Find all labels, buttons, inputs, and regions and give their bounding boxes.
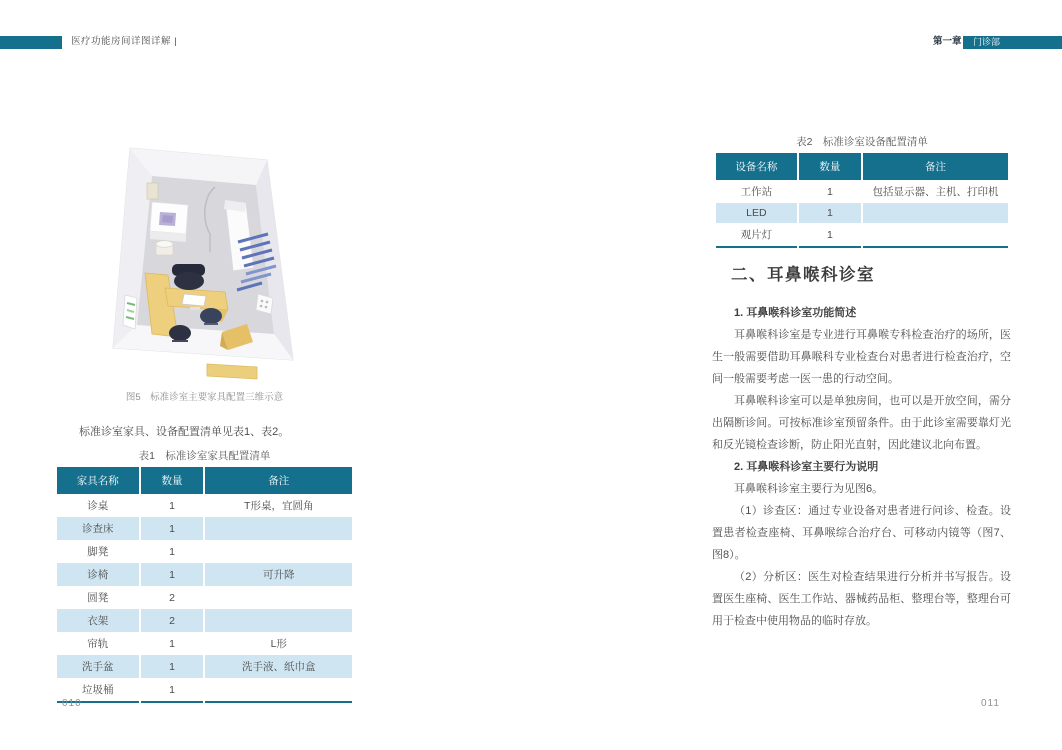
outside-cabinet: [207, 364, 257, 379]
table-cell: 1: [798, 223, 862, 247]
wall-dispenser: [147, 183, 158, 199]
table-cell: 1: [140, 494, 205, 517]
table-cell: 垃圾桶: [82, 684, 114, 696]
table-row: [57, 494, 352, 517]
table-cell: 1: [140, 632, 205, 655]
table-row: [57, 540, 352, 563]
table-row: [57, 563, 352, 586]
table1-furniture-list: [57, 467, 352, 703]
room-3d-illustration: [110, 142, 300, 380]
table-cell: [862, 203, 1008, 223]
wall-outlet-panel: [256, 294, 273, 314]
table-header-cell: 备注: [862, 153, 1008, 180]
table-cell: 帘轨: [87, 638, 109, 650]
page-number-right: 011: [981, 698, 1000, 709]
chapter-label: 第一章: [933, 36, 962, 47]
section-title: 二、耳鼻喉科诊室: [731, 266, 875, 284]
table1-header-row: [57, 467, 352, 494]
table-cell: LED: [746, 207, 767, 219]
table-cell: 观片灯: [740, 229, 773, 241]
table-row: [57, 586, 352, 609]
table-cell: 1: [140, 655, 205, 678]
table-cell: 洗手盆: [82, 661, 114, 673]
header-accent-bar-left: [0, 36, 62, 49]
table-header-cell: 数量: [140, 467, 205, 494]
table-header-cell: 备注: [204, 467, 352, 494]
table2-title: 表2 标准诊室设备配置清单: [796, 136, 928, 148]
table-cell: 工作站: [740, 186, 773, 198]
table2-equipment-list: [716, 153, 1008, 248]
section-body: [712, 302, 1011, 632]
doctor-chair: [172, 264, 205, 290]
table-row: [57, 678, 352, 702]
room-3d-svg: [110, 142, 300, 380]
table-header-cell: 家具名称: [57, 467, 140, 494]
chapter-section-tab: 门诊部: [963, 36, 1062, 49]
table-header-cell: 数量: [798, 153, 862, 180]
table-cell: L形: [204, 632, 352, 655]
table-cell: 诊桌: [87, 500, 109, 512]
trash-can: [156, 241, 173, 255]
intro-paragraph: 标准诊室家具、设备配置清单见表1、表2。: [79, 426, 290, 438]
table-cell: 洗手液、纸巾盒: [204, 655, 352, 678]
table-row: [716, 203, 1008, 223]
table-row: [716, 180, 1008, 203]
table-cell: 1: [140, 678, 205, 702]
table-cell: T形桌，宜圆角: [204, 494, 352, 517]
table-cell: 1: [140, 563, 205, 586]
patient-stool: [169, 325, 191, 341]
page-number-left: 010: [62, 698, 82, 709]
table-cell: 2: [140, 586, 205, 609]
table1-body: [57, 494, 352, 702]
table-cell: 1: [798, 203, 862, 223]
running-title: 医疗功能房间详图详解 |: [71, 36, 178, 47]
table-row: [57, 655, 352, 678]
table-row: [57, 632, 352, 655]
table-cell: [204, 586, 352, 609]
table2-body: [716, 180, 1008, 247]
table-cell: 诊椅: [87, 569, 109, 581]
table-cell: [204, 678, 352, 702]
table-cell: [862, 223, 1008, 247]
subsection1-title: 1. 耳鼻喉科诊室功能简述: [734, 307, 857, 319]
table2-header-row: [716, 153, 1008, 180]
table-cell: 包括显示器、主机、打印机: [862, 180, 1008, 203]
table-cell: [204, 517, 352, 540]
table-cell: 1: [798, 180, 862, 203]
table-header-cell: 设备名称: [716, 153, 798, 180]
table-cell: [204, 609, 352, 632]
figure-caption: 图5 标准诊室主要家具配置三维示意: [125, 392, 284, 403]
paragraph-2: 耳鼻喉科诊室可以是单独房间，也可以是开放空间，需分出隔断诊间。可按标准诊室预留条件。由于此诊室需要靠灯光和反光镜检查诊断，防止阳光直射，因此建议北向布置。: [712, 395, 1011, 451]
table-row: [57, 517, 352, 540]
table-cell: 圆凳: [87, 592, 109, 604]
paragraph-4: （1）诊查区：通过专业设备对患者进行问诊、检查。设置患者检查座椅、耳鼻喉综合治疗台、可移动内镜等（图7、图8）。: [712, 505, 1011, 561]
table-cell: 2: [140, 609, 205, 632]
table-cell: 1: [140, 517, 205, 540]
table-row: [57, 609, 352, 632]
subsection2-title: 2. 耳鼻喉科诊室主要行为说明: [734, 461, 879, 473]
table1-title: 表1 标准诊室家具配置清单: [138, 450, 271, 462]
table-row: [716, 223, 1008, 247]
sink-cabinet: [150, 202, 188, 242]
table-cell: 衣架: [87, 615, 109, 627]
table-cell: 1: [140, 540, 205, 563]
table-cell: 可升降: [204, 563, 352, 586]
paragraph-1: 耳鼻喉科诊室是专业进行耳鼻喉专科检查治疗的场所，医生一般需要借助耳鼻喉科专业检查台对患者进行检查治疗，空间一般需要考虑一医一患的行动空间。: [712, 329, 1011, 385]
table-cell: [204, 540, 352, 563]
side-stool: [200, 308, 222, 324]
paragraph-3: 耳鼻喉科诊室主要行为见图6。: [734, 483, 884, 495]
paragraph-5: （2）分析区：医生对检查结果进行分析并书写报告。设置医生座椅、医生工作站、器械药品柜、整理台等，整理台可用于检查中使用物品的临时存放。: [712, 571, 1011, 627]
wall-poster: [123, 295, 137, 329]
table-cell: 诊查床: [82, 523, 114, 535]
table-cell: 脚凳: [87, 546, 109, 558]
